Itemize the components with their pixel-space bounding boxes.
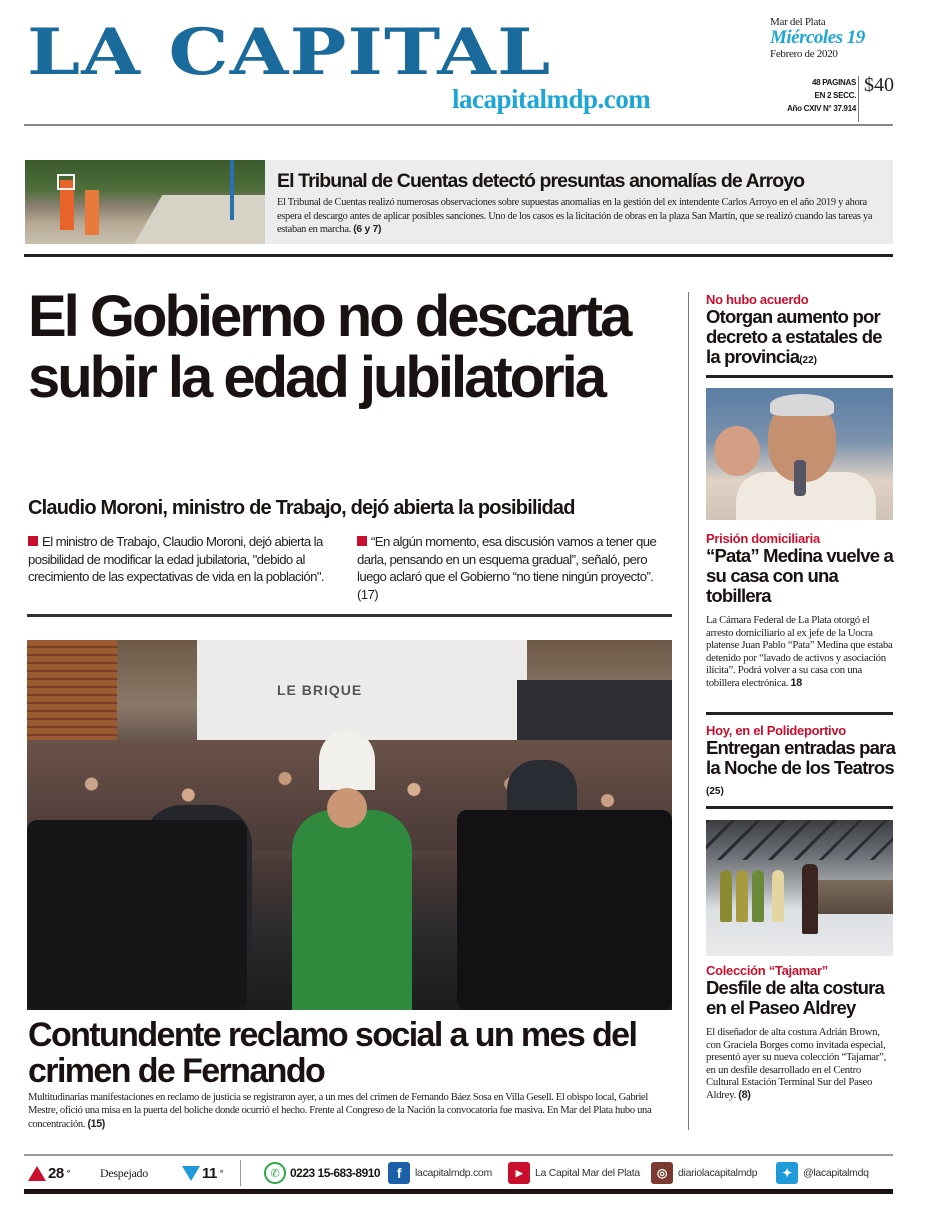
edition-number: Año CXIV N° 37.914	[787, 104, 856, 113]
fashion-show-photo	[706, 820, 893, 956]
side-body	[706, 614, 896, 690]
temp-up-icon	[28, 1166, 46, 1181]
kicker: Hoy, en el Polideportivo	[706, 723, 846, 738]
kicker: No hubo acuerdo	[706, 292, 809, 307]
photo-mitre	[319, 730, 375, 790]
teaser-headline[interactable]: El Tribunal de Cuentas detectó presuntas anomalías de Arroyo	[277, 170, 805, 192]
page-reference: (22)	[799, 355, 818, 366]
max-temp-value: 28	[48, 1164, 64, 1182]
side-story-1[interactable]	[706, 292, 896, 371]
max-temperature	[28, 1158, 70, 1188]
photo-bald-man	[714, 426, 760, 476]
column-divider	[688, 292, 689, 1130]
youtube-icon: ▶	[508, 1162, 530, 1184]
twitter-icon: ✦	[776, 1162, 798, 1184]
page-reference: (8)	[738, 1088, 751, 1101]
side-story-2[interactable]	[706, 531, 896, 690]
main-photo	[27, 640, 672, 1010]
side-body	[706, 1026, 896, 1102]
second-headline[interactable]: Contundente reclamo social a un mes del crimen de Fernando	[28, 1016, 637, 1090]
lead-text-1: El ministro de Trabajo, Claudio Moroni, dejó abierta la posibilidad de modificar la edad jubilatoria, "debido al crecimiento de las expectativas de vida en la población".	[28, 534, 324, 584]
lead-text-2: “En algún momento, esa discusión vamos a tener que darla, pensando en un esquema gradual”, señaló, pero luego aclaró que el Gobierno “no tiene ningún proyecto”. (17)	[357, 534, 657, 602]
photo-fence	[85, 190, 99, 235]
photo-sign: LE BRIQUE	[277, 682, 363, 698]
twitter-handle: @lacapitalmdq	[803, 1167, 869, 1179]
side-headline[interactable]: Desfile de alta costura en el Paseo Aldrey	[706, 977, 884, 1018]
pages-count: 48 PAGINAS	[812, 78, 856, 87]
whatsapp-number: 0223 15-683-8910	[290, 1166, 381, 1180]
side-headline[interactable]	[706, 738, 896, 802]
photo-microphone	[794, 460, 806, 496]
photo-model	[772, 870, 784, 922]
temp-down-icon	[182, 1166, 200, 1181]
second-body	[28, 1092, 678, 1131]
photo-model	[736, 870, 748, 922]
weather-condition: Despejado	[100, 1165, 148, 1180]
min-temperature	[182, 1158, 223, 1188]
photo-model	[752, 870, 764, 922]
side-body-text: El diseñador de alta costura Adrián Brown, con Graciela Borges como invitada especial, presentó ayer su nueva colección “Tajamar”, en un desfile desarrollado en el Centro Cultural Estación Terminal Sur del Paseo Aldrey.	[706, 1026, 886, 1101]
photo-pole	[230, 160, 234, 220]
photo-hair	[770, 394, 834, 416]
side-story-4[interactable]	[706, 963, 896, 1102]
footer-rule-bottom	[24, 1189, 893, 1194]
facebook-handle: lacapitalmdp.com	[415, 1167, 492, 1179]
lead-deck: Claudio Moroni, ministro de Trabajo, dejó abierta la posibilidad	[28, 497, 575, 519]
teaser-photo	[25, 160, 265, 244]
edition-info	[758, 76, 900, 122]
red-square-bullet-icon	[28, 536, 38, 546]
month-year-label: Febrero de 2020	[770, 48, 838, 60]
section-rule	[24, 254, 893, 257]
side-rule	[706, 712, 893, 715]
photo-bishop	[292, 810, 412, 1010]
photo-roof-truss	[706, 820, 893, 860]
photo-chair	[57, 174, 75, 190]
instagram-link[interactable]	[651, 1158, 757, 1188]
footer-rule-top	[24, 1154, 893, 1156]
teaser-body	[277, 196, 887, 237]
instagram-handle: diariolacapitalmdp	[678, 1167, 758, 1179]
lead-column-2	[357, 533, 669, 603]
facebook-link[interactable]	[388, 1158, 492, 1188]
side-rule	[706, 375, 893, 378]
page-reference: (15)	[87, 1117, 105, 1130]
side-story-3[interactable]	[706, 723, 896, 802]
price-label: $40	[864, 74, 894, 96]
kicker: Prisión domiciliaria	[706, 531, 820, 546]
second-text: Multitudinarias manifestaciones en reclamo de justicia se registraron ayer, a un mes del crimen de Fernando Báez Sosa en Villa Gesell. El obispo local, Gabriel Mestre, ofició una misa en la puerta del boliche donde ocurrió el hecho. Frente al Congreso de la Nación la convocatoria fue masiva. En Mar del Plata hubo una concentración.	[28, 1092, 652, 1130]
ear-divider	[858, 76, 859, 122]
site-url[interactable]: lacapitalmdp.com	[452, 84, 651, 114]
degree-symbol: °	[66, 1168, 70, 1178]
side-body-text: La Cámara Federal de La Plata otorgó el arresto domiciliario al ex jefe de la Uocra platense Juan Pablo “Pata” Medina que estaba detenido por “lavado de activos y asociación ilícita”. Podrá volver a su casa con una tobillera electrónica.	[706, 614, 893, 689]
newspaper-logo: LA CAPITAL	[27, 15, 552, 90]
city-label: Mar del Plata	[770, 16, 826, 28]
medina-photo	[706, 388, 893, 520]
photo-camera-left	[27, 820, 247, 1010]
footer-bar	[24, 1158, 893, 1188]
lead-column-1	[28, 533, 340, 586]
twitter-link[interactable]	[776, 1158, 869, 1188]
facebook-icon: f	[388, 1162, 410, 1184]
photo-bishop-face	[327, 788, 367, 828]
masthead-rule	[24, 124, 893, 126]
date-ear	[770, 16, 900, 60]
whatsapp-contact[interactable]	[264, 1158, 380, 1188]
youtube-link[interactable]	[508, 1158, 640, 1188]
teaser-text: El Tribunal de Cuentas realizó numerosas observaciones sobre supuestas anomalías en la gestión del ex intendente Carlos Arroyo en el año 2019 y ahora espera el descargo antes de aplicar posibles sanciones. Uno de los casos es la licitación de obras en la plaza San Martín, que se realizó cuando las tareas ya estaban en marcha.	[277, 197, 873, 235]
side-rule	[706, 806, 893, 809]
lead-rule	[27, 614, 672, 617]
edition-meta	[787, 76, 856, 115]
photo-audience	[816, 880, 893, 914]
page-reference: (25)	[706, 786, 724, 797]
side-headline[interactable]	[706, 307, 896, 371]
youtube-handle: La Capital Mar del Plata	[535, 1167, 640, 1179]
photo-sidewalk	[128, 195, 265, 244]
side-headline-text: Entregan entradas para la Noche de los Teatros	[706, 737, 896, 778]
kicker: Colección “Tajamar”	[706, 963, 828, 978]
photo-camera-right	[457, 810, 672, 1010]
sections-count: EN 2 SECC.	[814, 91, 856, 100]
teaser-strip[interactable]	[25, 160, 893, 244]
whatsapp-icon: ✆	[264, 1162, 286, 1184]
side-headline[interactable]: “Pata” Medina vuelve a su casa con una tobillera	[706, 545, 894, 606]
side-headline-text: Otorgan aumento por decreto a estatales de la provincia	[706, 306, 882, 367]
weekday-label: Miércoles 19	[770, 27, 865, 48]
page-reference: (6 y 7)	[353, 224, 382, 235]
page-reference: 18	[790, 676, 802, 689]
lead-headline[interactable]: El Gobierno no descarta subir la edad jubilatoria	[28, 284, 630, 410]
photo-model	[720, 870, 732, 922]
min-temp-value: 11	[202, 1164, 217, 1182]
photo-model	[802, 864, 818, 934]
footer-divider	[240, 1160, 241, 1186]
red-square-bullet-icon	[357, 536, 367, 546]
instagram-icon: ◎	[651, 1162, 673, 1184]
degree-symbol: °	[219, 1168, 224, 1178]
